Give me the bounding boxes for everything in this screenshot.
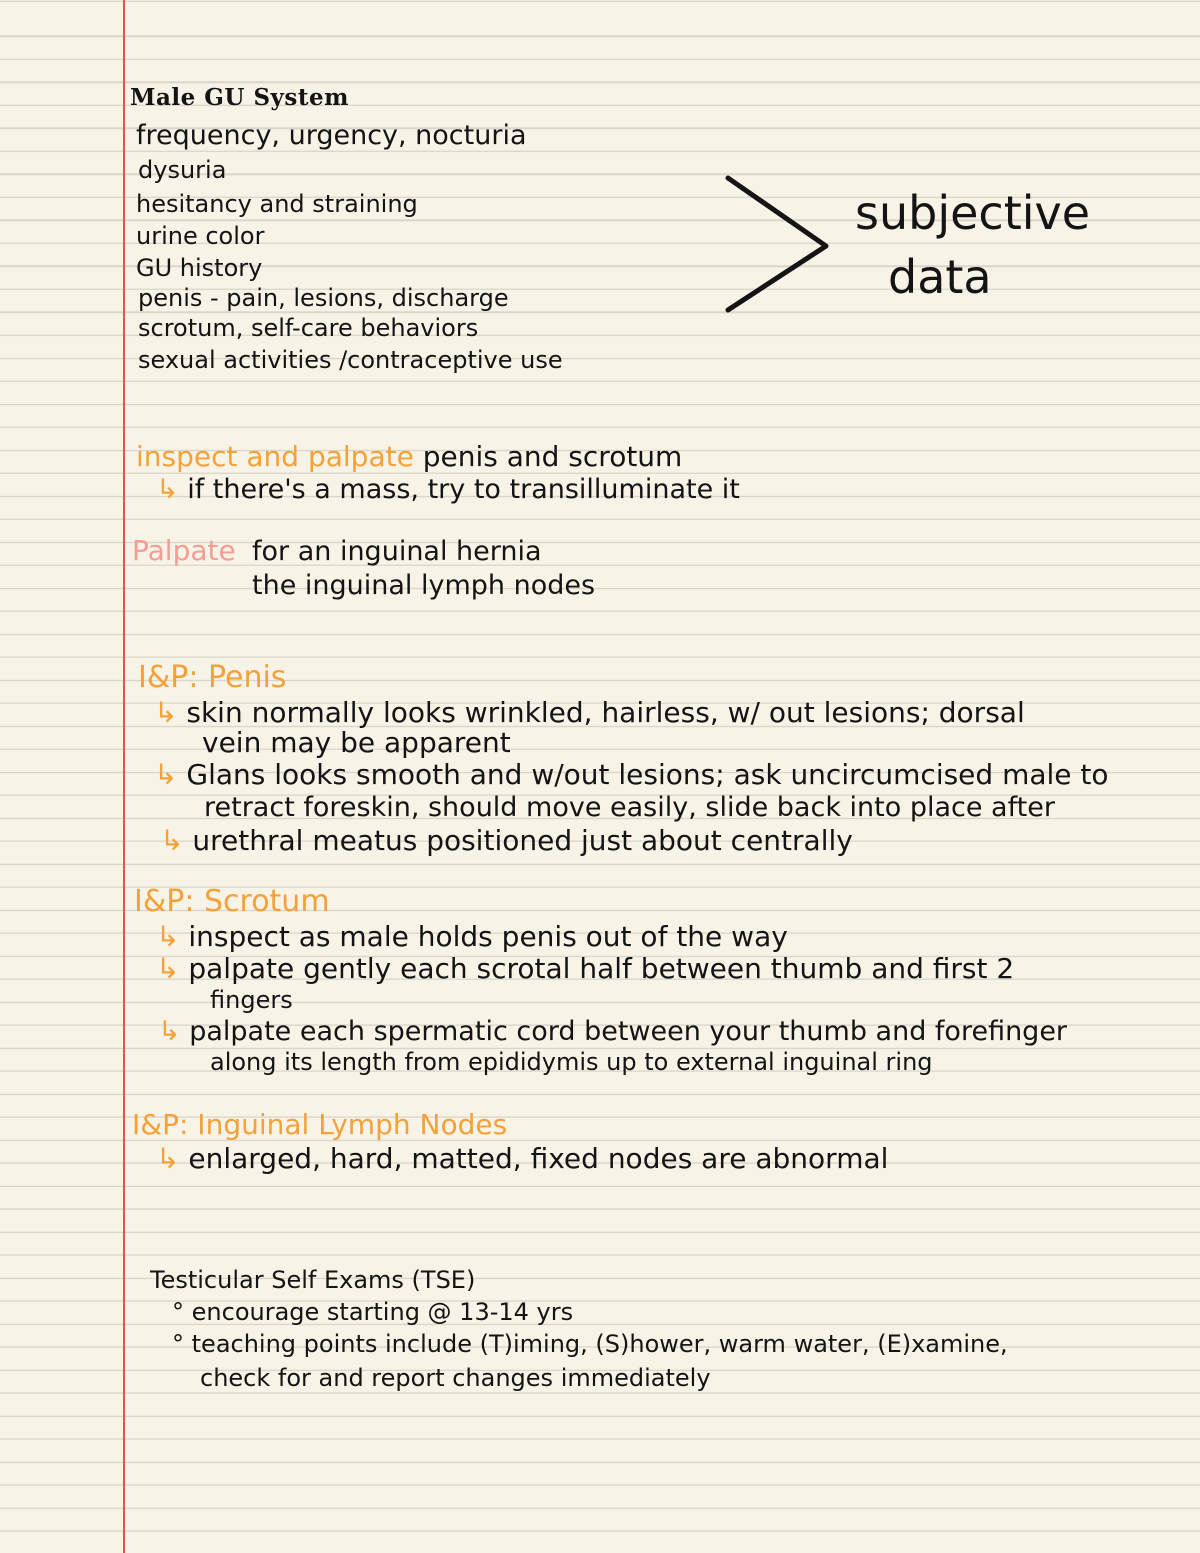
list-item: scrotum, self-care behaviors — [138, 314, 479, 342]
item-continuation: along its length from epididymis up to external inguinal ring — [210, 1048, 933, 1076]
arrow-icon: ↳ — [156, 1142, 180, 1175]
item-text: encourage starting @ 13-14 yrs — [191, 1298, 574, 1326]
data-label: data — [888, 250, 992, 304]
inspect-rest: penis and scrotum — [422, 440, 683, 473]
list-item — [156, 1142, 888, 1175]
item-text: skin normally looks wrinkled, hairless, w/ out lesions; dorsal — [186, 696, 1025, 729]
palpate-highlight: Palpate — [132, 534, 236, 567]
arrow-icon: ↳ — [156, 952, 180, 985]
arrow-icon: ↳ — [156, 474, 179, 505]
tse-heading: Testicular Self Exams (TSE) — [150, 1266, 476, 1294]
arrow-icon: ↳ — [154, 758, 178, 791]
list-item — [156, 920, 788, 953]
palpate-line: for an inguinal hernia — [252, 536, 542, 567]
list-item: penis - pain, lesions, discharge — [138, 284, 509, 312]
arrow-icon: ↳ — [156, 920, 180, 953]
item-text: urethral meatus positioned just about centrally — [192, 824, 853, 857]
list-item — [172, 1298, 573, 1326]
list-item: hesitancy and straining — [136, 190, 418, 218]
bracket-icon — [724, 174, 834, 314]
list-item: urine color — [136, 222, 265, 250]
item-text: Glans looks smooth and w/out lesions; ask uncircumcised male to — [186, 758, 1109, 791]
inspect-highlight: inspect and palpate — [136, 440, 414, 473]
list-item — [154, 696, 1025, 729]
item-continuation: fingers — [210, 986, 293, 1014]
arrow-icon: ↳ — [154, 696, 178, 729]
section-heading-penis: I&P: Penis — [138, 660, 287, 695]
item-text: palpate each spermatic cord between your thumb and forefinger — [189, 1016, 1068, 1047]
section-heading-scrotum: I&P: Scrotum — [134, 884, 330, 919]
list-item: sexual activities /contraceptive use — [138, 346, 563, 374]
bullet-icon: ° — [172, 1330, 184, 1358]
list-item: GU history — [136, 254, 263, 282]
item-continuation: retract foreskin, should move easily, slide back into place after — [204, 792, 1055, 823]
margin-line — [123, 0, 125, 1553]
item-continuation: vein may be apparent — [202, 726, 511, 759]
list-item — [172, 1330, 1008, 1358]
list-item: dysuria — [138, 156, 227, 184]
page-title: Male GU System — [130, 84, 349, 111]
item-text: teaching points include (T)iming, (S)hower, warm water, (E)xamine, — [191, 1330, 1008, 1358]
arrow-icon: ↳ — [160, 824, 184, 857]
list-item: frequency, urgency, nocturia — [136, 120, 527, 151]
list-item — [154, 758, 1109, 791]
item-text: palpate gently each scrotal half between thumb and first 2 — [188, 952, 1015, 985]
item-text: enlarged, hard, matted, fixed nodes are abnormal — [188, 1142, 889, 1175]
section-heading-lymph: I&P: Inguinal Lymph Nodes — [132, 1108, 508, 1141]
palpate-line: the inguinal lymph nodes — [252, 570, 596, 601]
list-item — [158, 1016, 1067, 1047]
item-continuation: check for and report changes immediately — [200, 1364, 711, 1392]
list-item — [156, 952, 1014, 985]
inspect-sub — [156, 474, 740, 505]
list-item — [160, 824, 853, 857]
inspect-line — [136, 440, 682, 473]
bullet-icon: ° — [172, 1298, 184, 1326]
arrow-icon: ↳ — [158, 1016, 181, 1047]
subjective-label: subjective — [855, 186, 1091, 240]
item-text: inspect as male holds penis out of the way — [188, 920, 788, 953]
inspect-sub-text: if there's a mass, try to transilluminate it — [187, 474, 740, 505]
